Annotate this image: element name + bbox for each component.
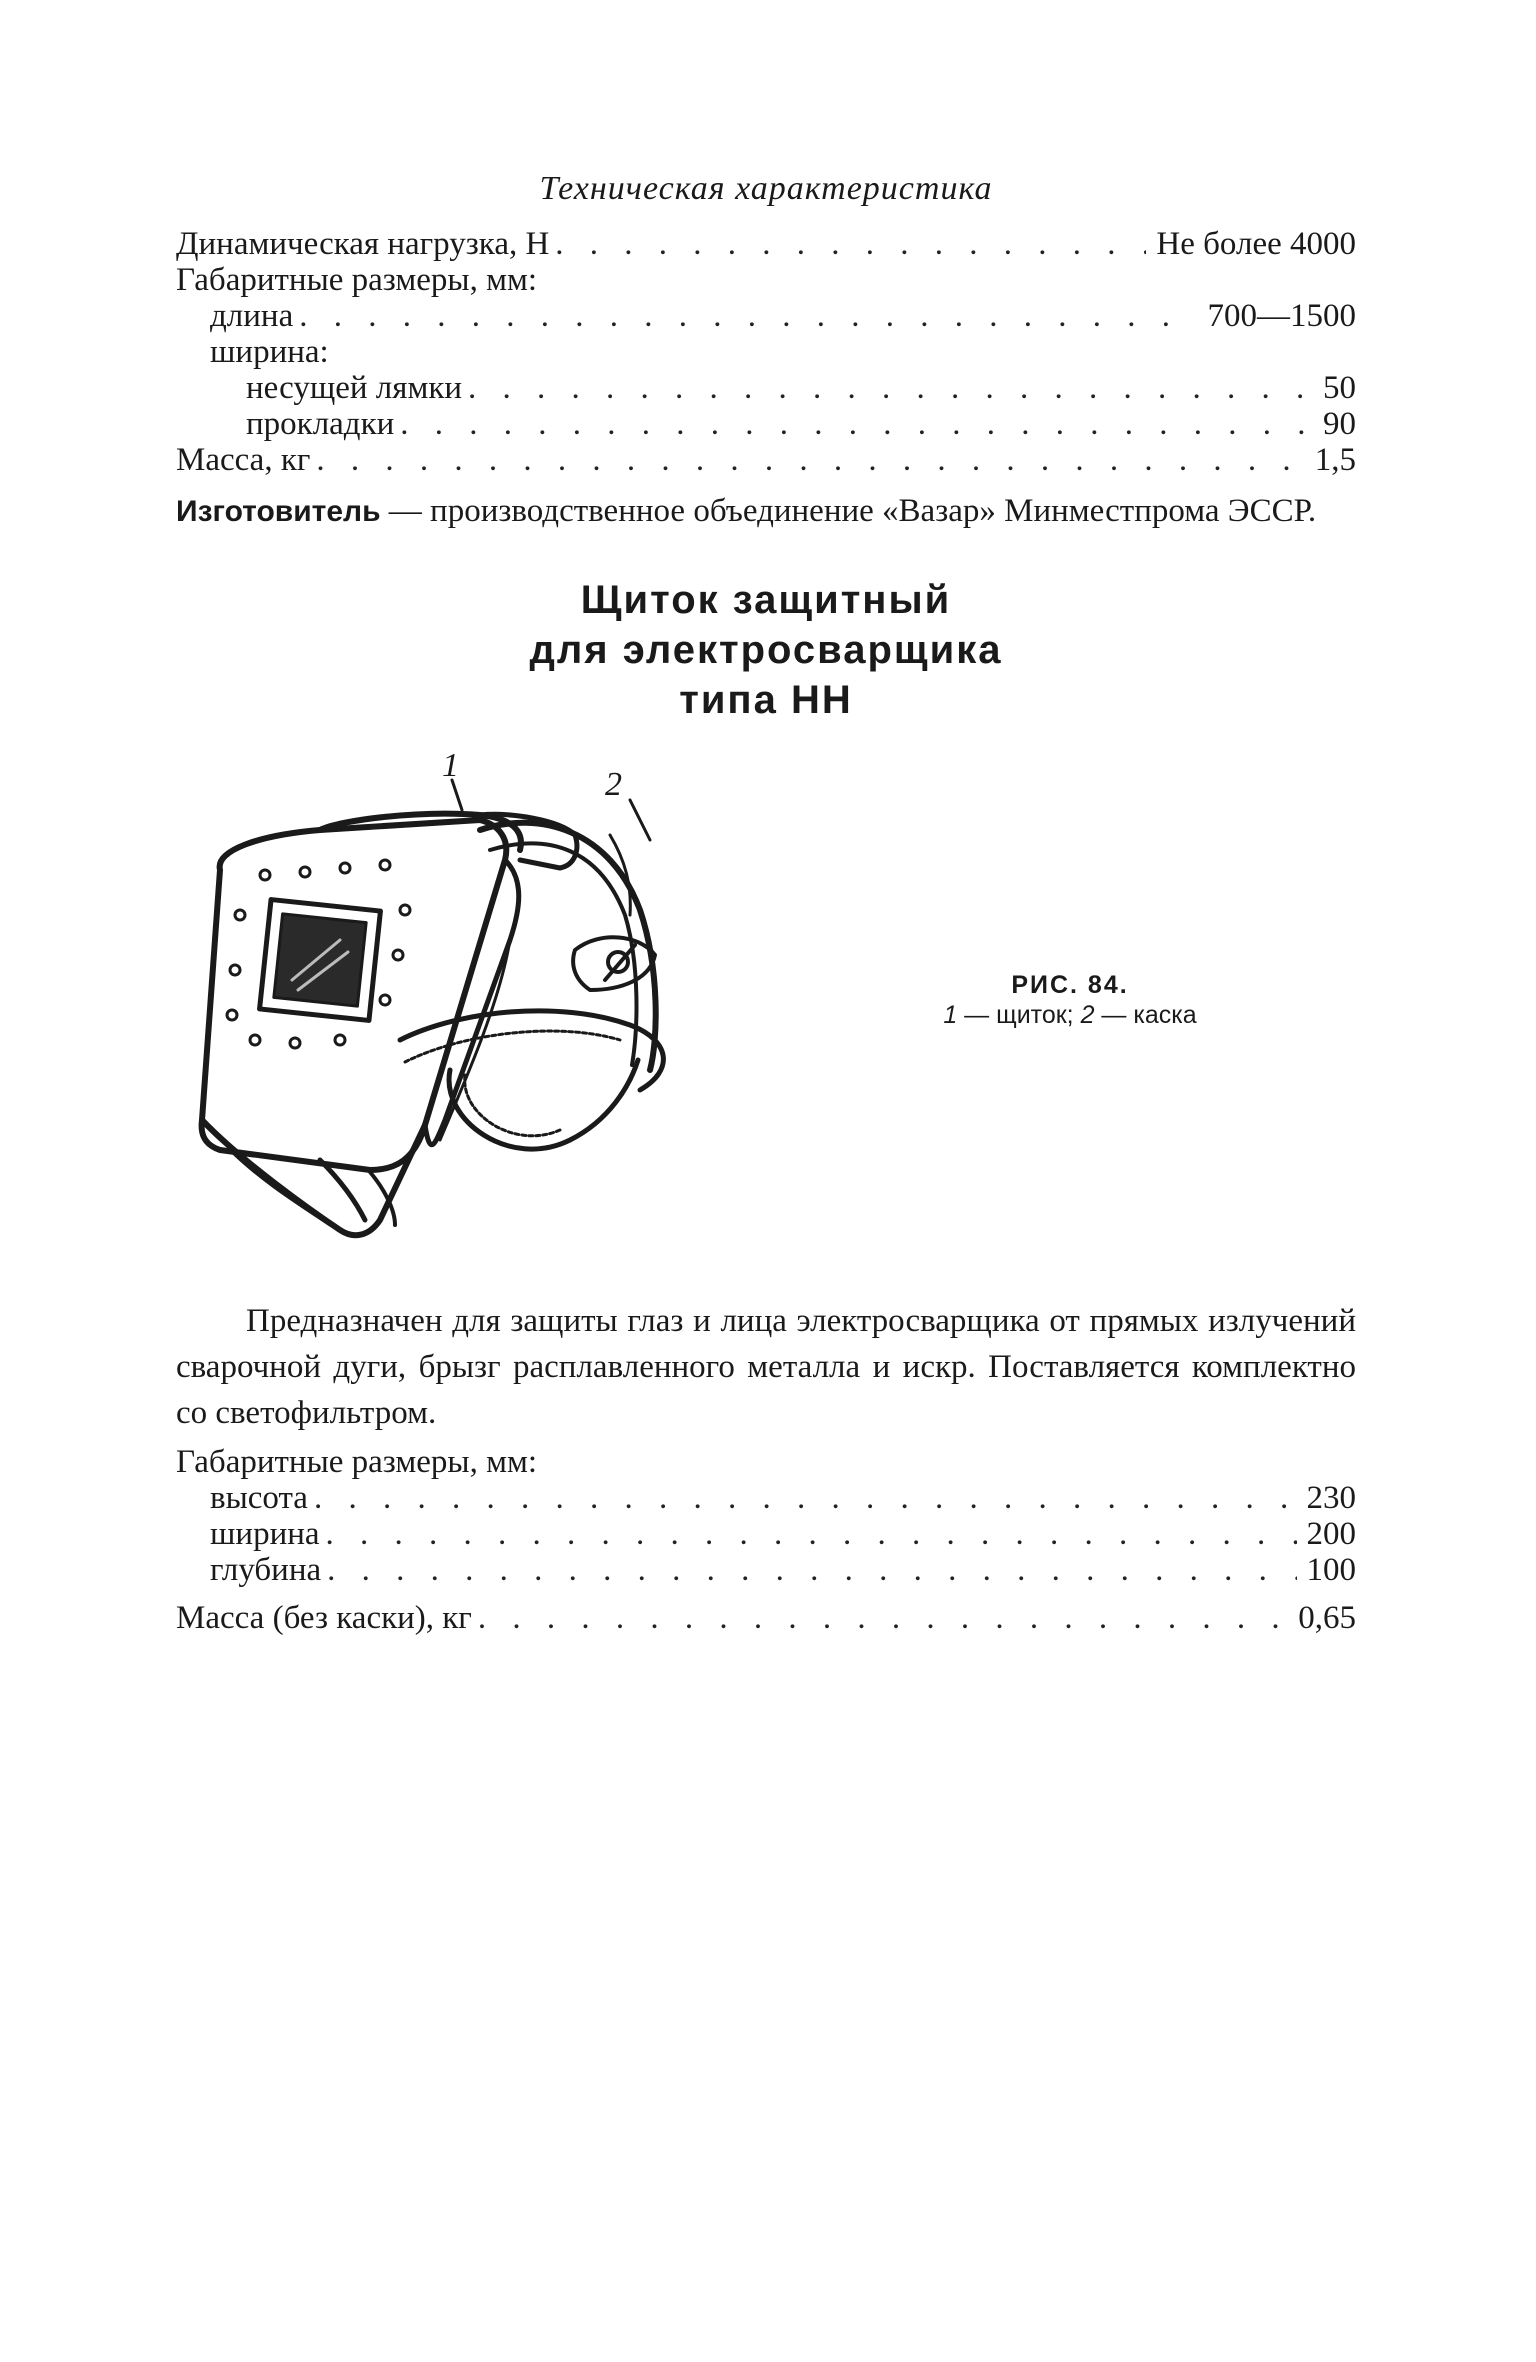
leader-dots (299, 298, 1197, 334)
spec-label: Динамическая нагрузка, Н (176, 226, 550, 262)
leader-dots (316, 442, 1304, 478)
leader-dots (400, 406, 1313, 442)
leader-dots (314, 1480, 1297, 1516)
welding-shield-figure (180, 740, 760, 1280)
leader-dots (326, 1516, 1297, 1552)
dims-value: 230 (1306, 1480, 1356, 1516)
spec-row-width-header (176, 334, 1356, 370)
helmet-bracket (573, 937, 655, 990)
spec-row-load (176, 226, 1356, 262)
shield-top (320, 814, 521, 850)
light-filter (274, 914, 366, 1006)
dims-label: высота (210, 1480, 308, 1516)
dims-row-height (176, 1480, 1356, 1516)
spec-table (176, 226, 1356, 478)
spec-row-mass (176, 442, 1356, 478)
shield-chin (202, 1120, 425, 1235)
mass-row (176, 1600, 1356, 1636)
mass-label: Масса (без каски), кг (176, 1600, 472, 1636)
leader-dots (555, 226, 1146, 262)
callout-line-2 (630, 800, 650, 840)
heading-line: типа НН (679, 678, 853, 722)
callout-line-1 (452, 780, 462, 810)
spec-value: 90 (1323, 406, 1356, 442)
spec-label: Габаритные размеры, мм: (176, 262, 538, 298)
spec-value: 700—1500 (1207, 298, 1356, 334)
manufacturer-text: — производственное объединение «Вазар» Минместпрома ЭССР. (380, 493, 1317, 529)
spec-value: Не более 4000 (1156, 226, 1356, 262)
spec-label: прокладки (246, 406, 395, 442)
heading-line: Щиток защитный (580, 578, 952, 622)
dims-row-width (176, 1516, 1356, 1552)
leader-dots (327, 1552, 1296, 1588)
manufacturer-note (176, 488, 1356, 535)
dims-header (176, 1444, 1356, 1480)
dims-label: Габаритные размеры, мм: (176, 1444, 538, 1480)
spec-row-strap (176, 370, 1356, 406)
dims-label: ширина (210, 1516, 320, 1552)
heading-line: для электросварщика (529, 628, 1003, 672)
dims-value: 200 (1306, 1516, 1356, 1552)
description-text: Предназначен для защиты глаз и лица электросварщика от прямых излучений сварочной дуги, брызг расплавленного металла и искр. Поставляется комплектно со светофильтром. (176, 1303, 1356, 1431)
dims-label: глубина (210, 1552, 322, 1588)
dims-row-depth (176, 1552, 1356, 1588)
figure-legend: 1 — щиток; 2 — каска (943, 1001, 1197, 1029)
spec-label: несущей лямки (246, 370, 463, 406)
spec-row-length (176, 298, 1356, 334)
callout-label-1: 1 (442, 747, 459, 784)
spec-label: Масса, кг (176, 442, 311, 478)
leader-dots (478, 1600, 1288, 1636)
spec-value: 50 (1323, 370, 1356, 406)
welding-shield-drawing (180, 740, 760, 1280)
figure-number: РИС. 84. (1011, 971, 1129, 999)
section-heading (176, 575, 1356, 725)
spec-row-pad (176, 406, 1356, 442)
manufacturer-label: Изготовитель (176, 495, 381, 528)
spec-label: длина (210, 298, 294, 334)
leader-dots (468, 370, 1313, 406)
spec-row-dims-header (176, 262, 1356, 298)
dims-value: 100 (1306, 1552, 1356, 1588)
spec-title: Техническая характеристика (539, 170, 993, 207)
description (176, 1298, 1356, 1436)
dimensions-table (176, 1444, 1356, 1636)
mass-value: 0,65 (1298, 1600, 1356, 1636)
spec-label: ширина: (210, 334, 329, 370)
spec-value: 1,5 (1314, 442, 1356, 478)
figure-caption (880, 970, 1260, 1030)
callout-label-2: 2 (605, 766, 622, 803)
